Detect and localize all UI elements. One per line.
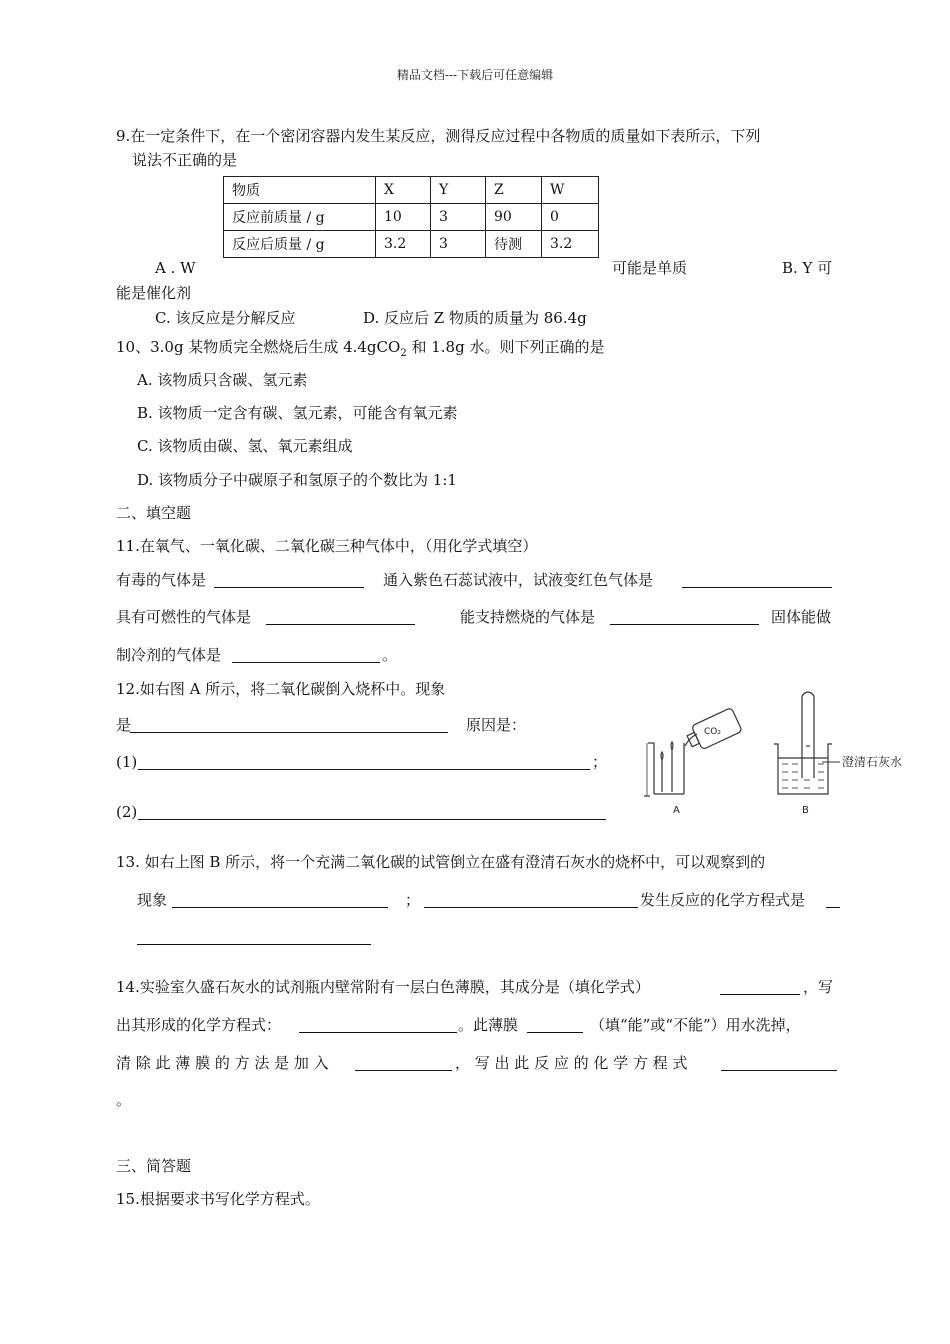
table-cell: 90: [486, 204, 542, 231]
q11-line3-end: 。: [382, 646, 398, 664]
table-cell: 反应后质量 / g: [224, 231, 376, 258]
answer-blank[interactable]: [137, 928, 371, 945]
table-cell: 3: [431, 231, 486, 258]
answer-blank[interactable]: [138, 753, 590, 770]
answer-blank[interactable]: [299, 1016, 457, 1033]
q11-line2-a: 具有可燃性的气体是: [116, 608, 252, 626]
table-cell: 10: [376, 204, 431, 231]
q10-option-b: B. 该物质一定含有碳、氢元素，可能含有氧元素: [137, 404, 458, 422]
q14-line4: 。: [116, 1091, 132, 1109]
q11-line1-a: 有毒的气体是: [116, 571, 207, 589]
q9-option-b-part2: 能是催化剂: [116, 284, 192, 302]
q10-stem-sub: 2: [400, 348, 407, 359]
q14-line1-a: 14.实验室久盛石灰水的试剂瓶内壁常附有一层白色薄膜，其成分是（填化学式）: [116, 978, 650, 996]
q10-stem-post: 和 1.8g 水。则下列正确的是: [406, 338, 605, 356]
table-row: [224, 204, 599, 231]
q10-stem-pre: 10、3.0g 某物质完全燃烧后生成 4.4gCO: [116, 338, 401, 356]
q10-option-c: C. 该物质由碳、氢、氧元素组成: [137, 437, 353, 455]
answer-blank[interactable]: [527, 1016, 583, 1033]
table-cell: X: [376, 177, 431, 204]
q11-line2-b: 能支持燃烧的气体是: [460, 608, 596, 626]
q10-option-d: D. 该物质分子中碳原子和氢原子的个数比为 1:1: [137, 471, 457, 489]
answer-blank[interactable]: [682, 571, 832, 588]
q13-line2-b: 发生反应的化学方程式是: [640, 891, 806, 909]
q15-stem: 15.根据要求书写化学方程式。: [116, 1190, 320, 1208]
table-header-row: [224, 177, 599, 204]
figure-b-apparatus: [774, 692, 832, 794]
q9-stem-line2: 说法不正确的是: [132, 151, 238, 169]
section-short-answer: 三、简答题: [116, 1157, 192, 1175]
experiment-figure: [642, 688, 912, 818]
q11-line1-b: 通入紫色石蕊试液中，试液变红色气体是: [383, 571, 654, 589]
figure-a-label: A: [673, 805, 680, 816]
q13-line2-semicolon: ；: [405, 891, 421, 909]
answer-blank[interactable]: [355, 1054, 452, 1071]
q14-line2-a: 出其形成的化学方程式：: [116, 1016, 282, 1034]
q12-item2-label: (2): [116, 803, 138, 821]
q12-item1-label: (1): [116, 753, 138, 771]
table-cell: 反应前质量 / g: [224, 204, 376, 231]
table-cell: 0: [542, 204, 599, 231]
q9-option-b-part1: B. Y 可: [782, 259, 833, 277]
q11-line2-c: 固体能做: [771, 608, 832, 626]
limewater-dashes: [782, 764, 824, 788]
table-cell: 3.2: [376, 231, 431, 258]
q12-line2-a: 是: [116, 716, 132, 734]
answer-blank[interactable]: [214, 571, 364, 588]
q9-option-d: D. 反应后 Z 物质的质量为 86.4g: [363, 309, 587, 327]
q11-stem: 11.在氧气、一氧化碳、二氧化碳三种气体中，（用化学式填空）: [116, 537, 538, 555]
q12-line2-b: 原因是：: [466, 716, 527, 734]
table-cell: 物质: [224, 177, 376, 204]
q14-line3-b: ， 写 出 此 反 应 的 化 学 方 程 式: [455, 1054, 688, 1072]
table-row: [224, 231, 599, 258]
q14-line2-c: （填“能”或“不能”）用水洗掉，: [590, 1016, 801, 1034]
page-header: 精品文档---下载后可任意编辑: [396, 68, 554, 82]
answer-blank[interactable]: [232, 646, 380, 663]
figure-a-apparatus: [644, 708, 742, 796]
table-cell: W: [542, 177, 599, 204]
q9-option-c: C. 该反应是分解反应: [155, 309, 296, 327]
q9-mass-table: [223, 176, 599, 258]
q10-stem: [116, 338, 604, 360]
answer-blank[interactable]: [721, 1054, 837, 1071]
co2-label: CO₂: [704, 727, 721, 737]
q13-stem: 13. 如右上图 B 所示，将一个充满二氧化碳的试管倒立在盛有澄清石灰水的烧杯中，可以观察到的: [116, 853, 766, 871]
q9-option-a-right: 可能是单质: [612, 259, 688, 277]
answer-blank[interactable]: [266, 608, 415, 625]
answer-blank[interactable]: [826, 891, 840, 908]
figure-b-label: B: [802, 805, 809, 816]
q14-line1-b: ，写: [803, 978, 834, 996]
q14-line3-a: 清 除 此 薄 膜 的 方 法 是 加 入: [116, 1054, 329, 1072]
answer-blank[interactable]: [130, 716, 448, 733]
q9-option-a-left: A . W: [155, 259, 196, 277]
table-cell: 3.2: [542, 231, 599, 258]
q9-stem-line1: 9.在一定条件下，在一个密闭容器内发生某反应，测得反应过程中各物质的质量如下表所示，下列: [116, 127, 761, 145]
q11-line3-a: 制冷剂的气体是: [116, 646, 222, 664]
answer-blank[interactable]: [424, 891, 638, 908]
answer-blank[interactable]: [172, 891, 388, 908]
q14-line2-b: 。此薄膜: [458, 1016, 519, 1034]
table-cell: Z: [486, 177, 542, 204]
table-cell: 待测: [486, 231, 542, 258]
q10-option-a: A. 该物质只含碳、氢元素: [137, 371, 308, 389]
answer-blank[interactable]: [610, 608, 759, 625]
limewater-label: 澄清石灰水: [842, 755, 903, 769]
q13-line2-a: 现象: [137, 891, 168, 909]
answer-blank[interactable]: [138, 803, 606, 820]
section-fill-in: 二、填空题: [116, 504, 192, 522]
answer-blank[interactable]: [720, 978, 800, 995]
table-cell: 3: [431, 204, 486, 231]
q12-item1-end: ；: [592, 753, 608, 771]
table-cell: Y: [431, 177, 486, 204]
q12-stem: 12.如右图 A 所示，将二氧化碳倒入烧杯中。现象: [116, 680, 446, 698]
